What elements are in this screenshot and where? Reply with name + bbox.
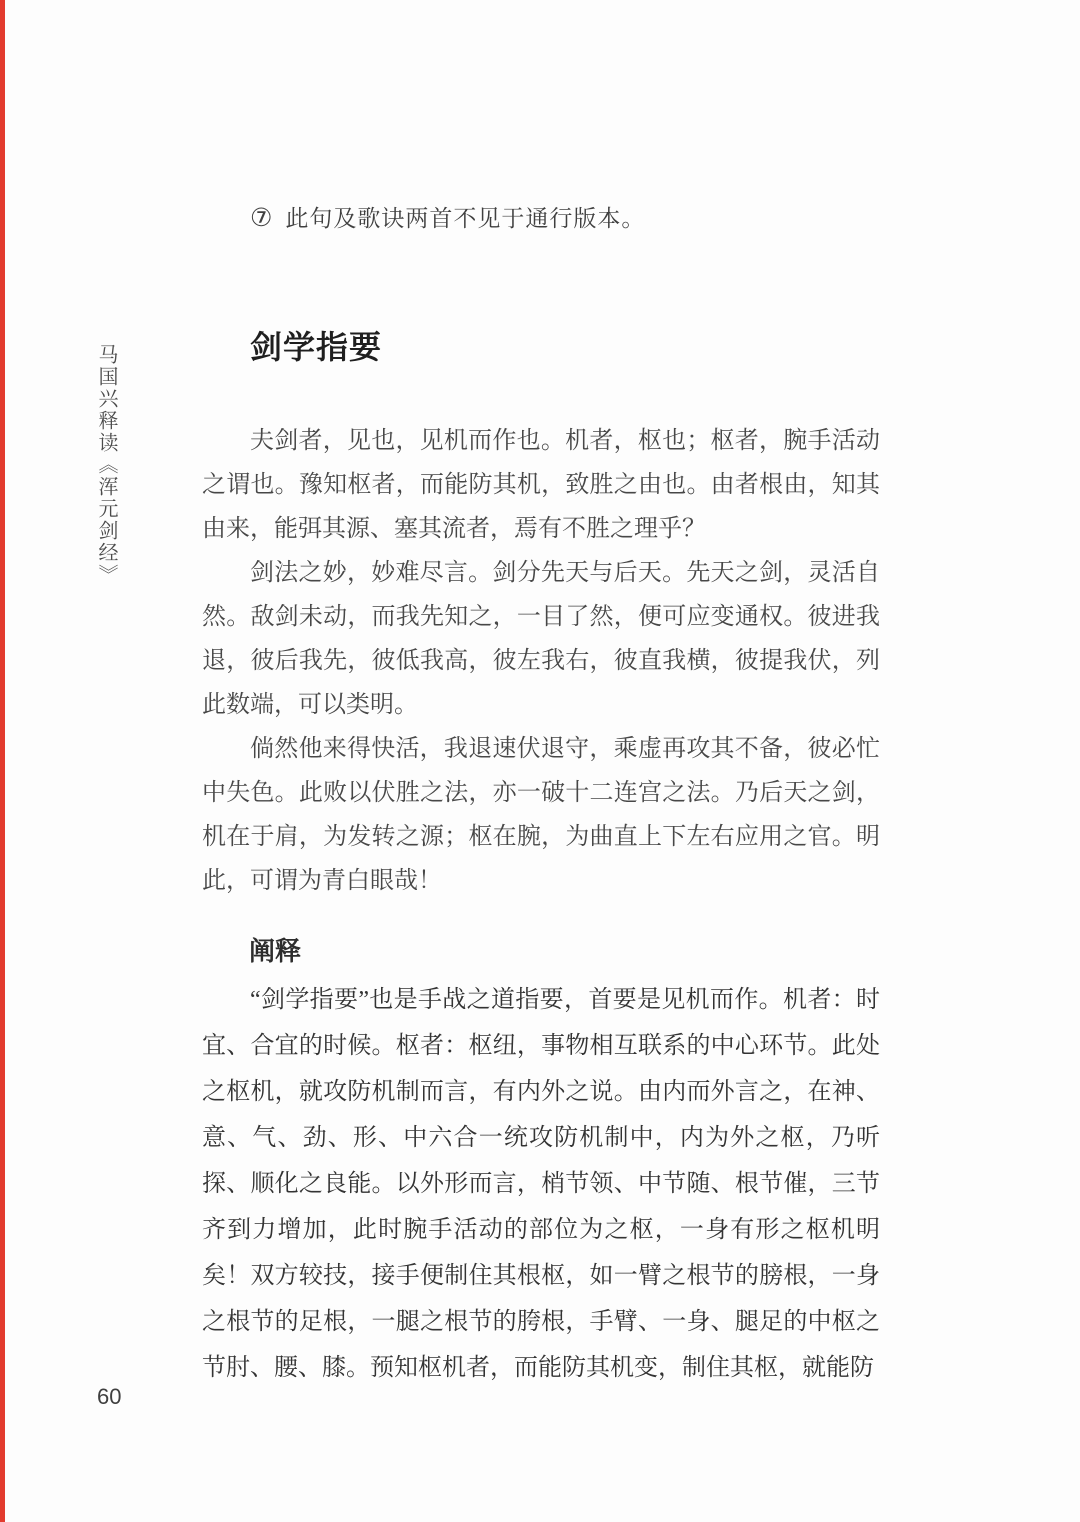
article-paragraph: 倘然他来得快活，我退速伏退守，乘虚再攻其不备，彼必忙中失色。此败以伏胜之法，亦一破十二连宫之法。乃后天之剑，机在于肩，为发转之源；枢在腕，为曲直上下左右应用之官。明此，可谓为青白眼哉！ (202, 736, 880, 894)
article-title: 剑学指要 (250, 329, 383, 365)
article-body (202, 419, 880, 903)
page-edge-accent (0, 0, 5, 1522)
spine-title: 马国兴释读《浑元剑经》 (95, 344, 117, 586)
page-number: 60 (97, 1384, 122, 1409)
article-paragraph: 剑法之妙，妙难尽言。剑分先天与后天。先天之剑，灵活自然。敌剑未动，而我先知之，一目了然，便可应变通权。彼进我退，彼后我先，彼低我高，彼左我右，彼直我横，彼提我伏，列此数端，可以类明。 (202, 560, 880, 718)
article-paragraph: 夫剑者，见也，见机而作也。机者，枢也；枢者，腕手活动之谓也。豫知枢者，而能防其机，致胜之由也。由者根由，知其由来，能弭其源、塞其流者，焉有不胜之理乎？ (202, 428, 880, 542)
footnote-text: 此句及歌诀两首不见于通行版本。 (285, 206, 646, 231)
interpretation-body (202, 977, 880, 1391)
footnote (250, 200, 645, 233)
footnote-marker: ⑦ (250, 205, 274, 232)
interpretation-paragraph: “剑学指要”也是手战之道指要，首要是见机而作。机者：时宜、合宜的时候。枢者：枢纽，事物相互联系的中心环节。此处之枢机，就攻防机制而言，有内外之说。由内而外言之，在神、意、气、劲、形、中六合一统攻防机制中，内为外之枢，乃听探、顺化之良能。以外形而言，梢节领、中节随、根节催，三节齐到力增加，此时腕手活动的部位为之枢，一身有形之枢机明矣！双方较技，接手便制住其根枢，如一臂之根节的膀根，一身之根节的足根，一腿之根节的胯根，手臂、一身、腿足的中枢之节肘、腰、膝。预知枢机者，而能防其机变，制住其枢，就能防 (202, 987, 880, 1381)
interpretation-heading: 阐释 (249, 936, 302, 966)
